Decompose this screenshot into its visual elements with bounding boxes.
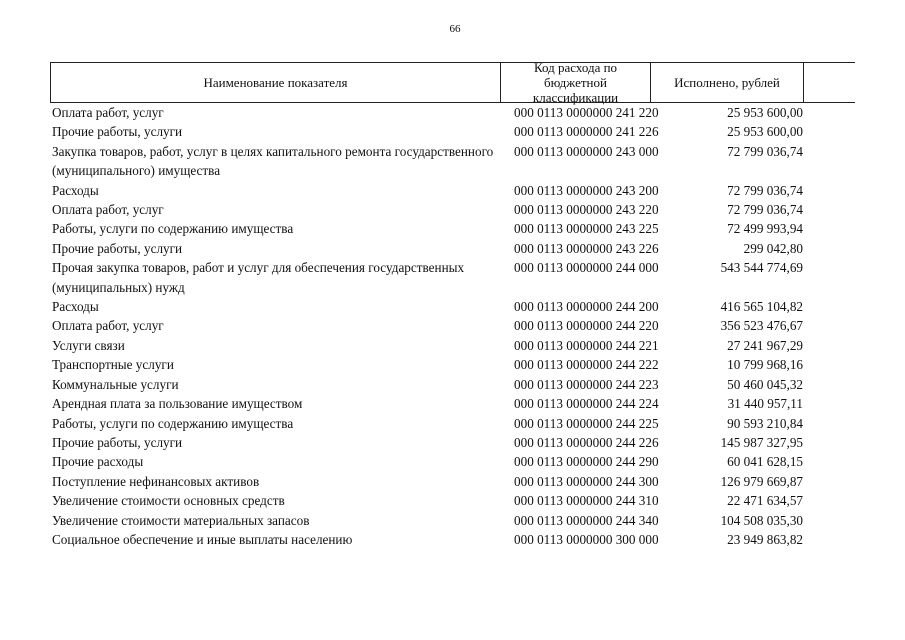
row-code: 000 0113 0000000 300 000: [514, 531, 659, 547]
table-row: [50, 375, 855, 394]
row-code: 000 0113 0000000 244 226: [514, 434, 659, 450]
row-amount: 25 953 600,00: [727, 105, 803, 120]
table-row: [50, 219, 855, 238]
table-row: [50, 433, 855, 452]
row-name: Работы, услуги по содержанию имущества: [52, 415, 294, 431]
row-code: 000 0113 0000000 243 226: [514, 240, 659, 256]
row-amount: 10 799 968,16: [727, 357, 803, 373]
row-amount: 72 499 993,94: [727, 221, 803, 237]
table-header: [50, 62, 855, 103]
row-name: Арендная плата за пользование имуществом: [52, 396, 303, 412]
row-code: 000 0113 0000000 244 220: [514, 318, 659, 334]
row-amount: 72 799 036,74: [727, 202, 803, 218]
table-row: [50, 258, 855, 297]
table-body: [50, 103, 855, 549]
row-amount: 72 799 036,74: [727, 143, 803, 159]
row-name: Прочая закупка товаров, работ и услуг для обеспечения государственных (муниципальных) нужд: [52, 260, 465, 295]
row-name: Прочие работы, услуги: [52, 124, 183, 140]
row-amount: 416 565 104,82: [720, 299, 803, 315]
header-amount: Исполнено, рублей: [651, 63, 804, 102]
row-name: Коммунальные услуги: [52, 376, 179, 392]
row-amount: 299 042,80: [743, 240, 803, 256]
row-name: Расходы: [52, 299, 99, 315]
row-name: Работы, услуги по содержанию имущества: [52, 221, 294, 237]
row-code: 000 0113 0000000 244 221: [514, 337, 659, 353]
row-name: Увеличение стоимости основных средств: [52, 493, 285, 509]
row-amount: 22 471 634,57: [727, 493, 803, 509]
row-amount: 25 953 600,00: [727, 124, 803, 140]
table-row: [50, 511, 855, 530]
row-code: 000 0113 0000000 243 220: [514, 202, 659, 218]
row-code: 000 0113 0000000 244 224: [514, 396, 659, 412]
row-code: 000 0113 0000000 244 200: [514, 299, 659, 315]
row-amount: 543 544 774,69: [720, 260, 803, 276]
row-name: Закупка товаров, работ, услуг в целях капитального ремонта государственного (муниципального) имущества: [52, 143, 494, 179]
row-amount: 72 799 036,74: [727, 182, 803, 198]
row-name: Прочие работы, услуги: [52, 240, 183, 256]
row-code: 000 0113 0000000 244 000: [514, 260, 659, 276]
table-row: [50, 491, 855, 510]
table-row: [50, 394, 855, 413]
row-amount: 104 508 035,30: [720, 512, 803, 528]
row-name: Оплата работ, услуг: [52, 318, 164, 334]
table-row: [50, 297, 855, 316]
table-row: [50, 472, 855, 491]
row-code: 000 0113 0000000 244 222: [514, 357, 659, 373]
table-row: [50, 142, 855, 181]
row-code: 000 0113 0000000 243 225: [514, 221, 659, 237]
table-row: [50, 103, 855, 122]
page-number: 66: [449, 23, 461, 35]
table-row: [50, 239, 855, 258]
row-code: 000 0113 0000000 244 223: [514, 376, 659, 392]
row-code: 000 0113 0000000 244 225: [514, 415, 659, 431]
row-code: 000 0113 0000000 244 300: [514, 473, 659, 489]
row-code: 000 0113 0000000 241 220: [514, 105, 659, 120]
table-row: [50, 122, 855, 141]
row-code: 000 0113 0000000 241 226: [514, 124, 659, 140]
row-name: Поступление нефинансовых активов: [52, 473, 260, 489]
table-row: [50, 200, 855, 219]
row-name: Прочие расходы: [52, 454, 144, 470]
table-row: [50, 336, 855, 355]
row-amount: 23 949 863,82: [727, 531, 803, 547]
row-name: Расходы: [52, 182, 99, 198]
row-amount: 27 241 967,29: [727, 337, 803, 353]
row-name: Оплата работ, услуг: [52, 202, 164, 218]
row-code: 000 0113 0000000 244 290: [514, 454, 659, 470]
table-row: [50, 181, 855, 200]
header-name: Наименование показателя: [51, 63, 501, 102]
budget-table: [50, 62, 855, 549]
table-row: [50, 355, 855, 374]
row-amount: 145 987 327,95: [720, 434, 803, 450]
row-code: 000 0113 0000000 244 310: [514, 493, 659, 509]
row-name: Услуги связи: [52, 337, 125, 353]
table-row: [50, 414, 855, 433]
row-code: 000 0113 0000000 244 340: [514, 512, 659, 528]
row-name: Транспортные услуги: [52, 357, 174, 373]
row-amount: 31 440 957,11: [727, 396, 803, 412]
row-code: 000 0113 0000000 243 200: [514, 182, 659, 198]
row-amount: 126 979 669,87: [720, 473, 803, 489]
row-amount: 50 460 045,32: [727, 376, 803, 392]
table-row: [50, 452, 855, 471]
row-name: Увеличение стоимости материальных запасов: [52, 512, 310, 528]
row-code: 000 0113 0000000 243 000: [514, 143, 659, 159]
table-row: [50, 316, 855, 335]
header-code: Код расхода по бюджетной классификации: [501, 63, 651, 102]
row-amount: 356 523 476,67: [720, 318, 803, 334]
row-name: Оплата работ, услуг: [52, 105, 164, 120]
row-name: Социальное обеспечение и иные выплаты населению: [52, 531, 353, 547]
row-amount: 90 593 210,84: [727, 415, 803, 431]
table-row: [50, 530, 855, 549]
row-amount: 60 041 628,15: [727, 454, 803, 470]
row-name: Прочие работы, услуги: [52, 434, 183, 450]
